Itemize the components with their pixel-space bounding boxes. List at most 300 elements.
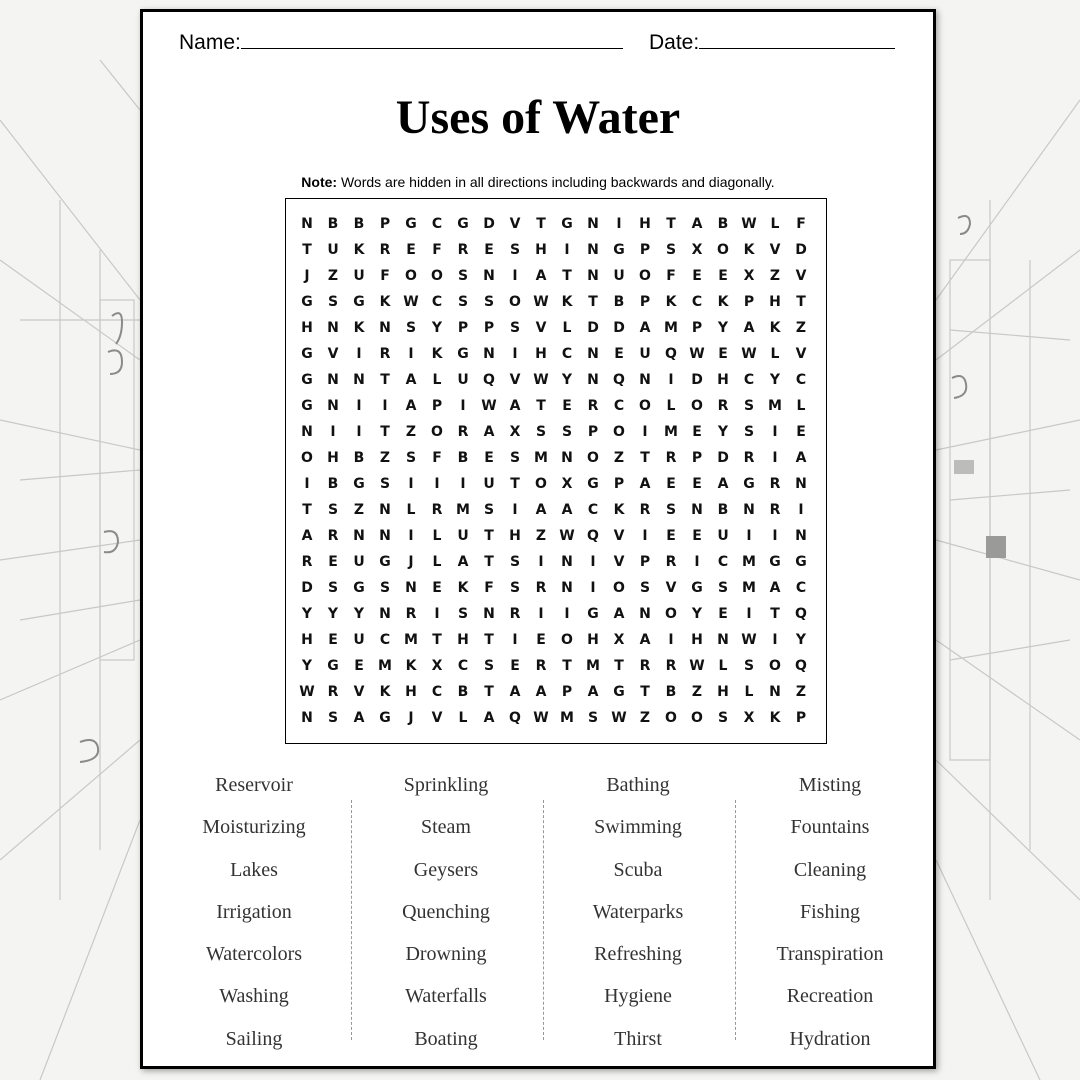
grid-cell[interactable]: B bbox=[327, 476, 339, 492]
grid-cell[interactable]: G bbox=[561, 216, 573, 232]
grid-cell[interactable]: C bbox=[795, 372, 807, 388]
grid-cell[interactable]: M bbox=[534, 450, 548, 466]
grid-cell[interactable]: L bbox=[562, 320, 572, 336]
grid-cell[interactable]: Z bbox=[769, 268, 781, 284]
grid-cell[interactable]: M bbox=[456, 502, 470, 518]
grid-cell[interactable]: R bbox=[379, 242, 391, 258]
grid-cell[interactable]: P bbox=[639, 554, 651, 570]
grid-cell[interactable]: R bbox=[457, 424, 469, 440]
grid-cell[interactable]: S bbox=[327, 502, 339, 518]
grid-cell[interactable]: H bbox=[405, 684, 417, 700]
grid-cell[interactable]: A bbox=[509, 398, 521, 414]
grid-cell[interactable]: S bbox=[587, 710, 599, 726]
grid-cell[interactable]: H bbox=[769, 294, 781, 310]
grid-cell[interactable]: A bbox=[405, 398, 417, 414]
grid-cell[interactable]: N bbox=[795, 528, 807, 544]
grid-cell[interactable]: I bbox=[772, 450, 778, 466]
grid-cell[interactable]: I bbox=[668, 632, 674, 648]
grid-cell[interactable]: C bbox=[743, 372, 755, 388]
grid-cell[interactable]: L bbox=[432, 372, 442, 388]
grid-cell[interactable]: K bbox=[353, 320, 365, 336]
grid-cell[interactable]: R bbox=[405, 606, 417, 622]
grid-cell[interactable]: N bbox=[561, 554, 573, 570]
grid-cell[interactable]: Z bbox=[353, 502, 365, 518]
grid-cell[interactable]: S bbox=[509, 580, 521, 596]
grid-cell[interactable]: S bbox=[379, 476, 391, 492]
grid-cell[interactable]: J bbox=[408, 710, 414, 726]
grid-cell[interactable]: S bbox=[561, 424, 573, 440]
grid-cell[interactable]: E bbox=[666, 528, 676, 544]
grid-cell[interactable]: N bbox=[769, 684, 781, 700]
grid-cell[interactable]: C bbox=[717, 554, 729, 570]
grid-cell[interactable]: G bbox=[353, 294, 365, 310]
grid-cell[interactable]: G bbox=[301, 294, 313, 310]
grid-cell[interactable]: H bbox=[301, 632, 313, 648]
grid-cell[interactable]: N bbox=[327, 320, 339, 336]
grid-cell[interactable]: D bbox=[613, 320, 625, 336]
grid-cell[interactable]: N bbox=[379, 320, 391, 336]
grid-cell[interactable]: H bbox=[509, 528, 521, 544]
grid-cell[interactable]: A bbox=[457, 554, 469, 570]
grid-cell[interactable]: T bbox=[562, 268, 572, 284]
grid-cell[interactable]: N bbox=[379, 502, 391, 518]
grid-cell[interactable]: I bbox=[408, 346, 414, 362]
grid-cell[interactable]: A bbox=[717, 476, 729, 492]
grid-cell[interactable]: A bbox=[405, 372, 417, 388]
grid-cell[interactable]: E bbox=[692, 268, 702, 284]
grid-cell[interactable]: I bbox=[330, 424, 336, 440]
grid-cell[interactable]: V bbox=[509, 372, 521, 388]
grid-cell[interactable]: E bbox=[484, 450, 494, 466]
grid-cell[interactable]: S bbox=[665, 502, 677, 518]
date-line[interactable] bbox=[699, 30, 895, 49]
grid-cell[interactable]: G bbox=[301, 372, 313, 388]
grid-cell[interactable]: I bbox=[590, 554, 596, 570]
grid-cell[interactable]: O bbox=[535, 476, 547, 492]
grid-cell[interactable]: M bbox=[664, 424, 678, 440]
grid-cell[interactable]: R bbox=[769, 502, 781, 518]
grid-cell[interactable]: S bbox=[509, 242, 521, 258]
grid-cell[interactable]: T bbox=[302, 242, 312, 258]
grid-cell[interactable]: H bbox=[691, 632, 703, 648]
grid-cell[interactable]: R bbox=[535, 580, 547, 596]
grid-cell[interactable]: V bbox=[769, 242, 781, 258]
grid-cell[interactable]: H bbox=[535, 346, 547, 362]
grid-cell[interactable]: E bbox=[718, 606, 728, 622]
grid-cell[interactable]: N bbox=[587, 242, 599, 258]
grid-cell[interactable]: E bbox=[692, 528, 702, 544]
grid-cell[interactable]: I bbox=[564, 606, 570, 622]
grid-cell[interactable]: W bbox=[481, 398, 497, 414]
grid-cell[interactable]: Z bbox=[613, 450, 625, 466]
grid-cell[interactable]: O bbox=[665, 710, 677, 726]
grid-cell[interactable]: Z bbox=[795, 320, 807, 336]
grid-cell[interactable]: I bbox=[642, 528, 648, 544]
grid-cell[interactable]: N bbox=[795, 476, 807, 492]
grid-cell[interactable]: Q bbox=[483, 372, 495, 388]
grid-cell[interactable]: A bbox=[509, 684, 521, 700]
grid-cell[interactable]: G bbox=[769, 554, 781, 570]
grid-cell[interactable]: K bbox=[353, 242, 365, 258]
grid-cell[interactable]: X bbox=[743, 268, 755, 284]
grid-cell[interactable]: H bbox=[301, 320, 313, 336]
grid-cell[interactable]: O bbox=[561, 632, 573, 648]
grid-cell[interactable]: A bbox=[483, 424, 495, 440]
grid-cell[interactable]: S bbox=[509, 450, 521, 466]
grid-cell[interactable]: N bbox=[301, 424, 313, 440]
name-field[interactable] bbox=[179, 30, 623, 55]
grid-cell[interactable]: H bbox=[457, 632, 469, 648]
grid-cell[interactable]: N bbox=[717, 632, 729, 648]
grid-cell[interactable]: N bbox=[301, 216, 313, 232]
grid-cell[interactable]: M bbox=[378, 658, 392, 674]
grid-cell[interactable]: U bbox=[457, 372, 469, 388]
grid-cell[interactable]: H bbox=[587, 632, 599, 648]
grid-cell[interactable]: K bbox=[769, 710, 781, 726]
grid-cell[interactable]: S bbox=[743, 658, 755, 674]
grid-cell[interactable]: R bbox=[639, 502, 651, 518]
grid-cell[interactable]: N bbox=[639, 606, 651, 622]
grid-cell[interactable]: W bbox=[741, 632, 757, 648]
grid-cell[interactable]: E bbox=[718, 346, 728, 362]
grid-cell[interactable]: I bbox=[772, 528, 778, 544]
grid-cell[interactable]: Q bbox=[665, 346, 677, 362]
grid-cell[interactable]: D bbox=[691, 372, 703, 388]
grid-cell[interactable]: I bbox=[772, 424, 778, 440]
grid-cell[interactable]: S bbox=[379, 580, 391, 596]
grid-cell[interactable]: R bbox=[379, 346, 391, 362]
grid-cell[interactable]: I bbox=[512, 632, 518, 648]
grid-cell[interactable]: O bbox=[639, 398, 651, 414]
grid-cell[interactable]: H bbox=[717, 684, 729, 700]
grid-cell[interactable]: U bbox=[353, 268, 365, 284]
grid-cell[interactable]: N bbox=[327, 398, 339, 414]
grid-cell[interactable]: O bbox=[717, 242, 729, 258]
grid-cell[interactable]: N bbox=[587, 346, 599, 362]
grid-cell[interactable]: D bbox=[717, 450, 729, 466]
grid-cell[interactable]: A bbox=[483, 710, 495, 726]
grid-cell[interactable]: H bbox=[717, 372, 729, 388]
grid-cell[interactable]: P bbox=[561, 684, 573, 700]
grid-cell[interactable]: N bbox=[587, 372, 599, 388]
grid-cell[interactable]: A bbox=[535, 684, 547, 700]
grid-cell[interactable]: V bbox=[613, 528, 625, 544]
grid-cell[interactable]: E bbox=[406, 242, 416, 258]
grid-cell[interactable]: R bbox=[717, 398, 729, 414]
grid-cell[interactable]: U bbox=[457, 528, 469, 544]
grid-cell[interactable]: N bbox=[301, 710, 313, 726]
grid-cell[interactable]: S bbox=[405, 450, 417, 466]
grid-cell[interactable]: S bbox=[639, 580, 651, 596]
grid-cell[interactable]: S bbox=[327, 580, 339, 596]
grid-cell[interactable]: O bbox=[613, 580, 625, 596]
grid-cell[interactable]: S bbox=[665, 242, 677, 258]
grid-cell[interactable]: T bbox=[536, 398, 546, 414]
grid-cell[interactable]: T bbox=[484, 554, 494, 570]
grid-cell[interactable]: Q bbox=[587, 528, 599, 544]
grid-cell[interactable]: N bbox=[561, 580, 573, 596]
grid-cell[interactable]: E bbox=[614, 346, 624, 362]
grid-cell[interactable]: V bbox=[353, 684, 365, 700]
grid-cell[interactable]: G bbox=[457, 216, 469, 232]
grid-cell[interactable]: P bbox=[379, 216, 391, 232]
grid-cell[interactable]: R bbox=[327, 684, 339, 700]
grid-cell[interactable]: S bbox=[717, 710, 729, 726]
grid-cell[interactable]: S bbox=[535, 424, 547, 440]
grid-cell[interactable]: I bbox=[668, 372, 674, 388]
grid-cell[interactable]: X bbox=[743, 710, 755, 726]
grid-cell[interactable]: Z bbox=[327, 268, 339, 284]
grid-cell[interactable]: T bbox=[666, 216, 676, 232]
grid-cell[interactable]: C bbox=[431, 216, 443, 232]
grid-cell[interactable]: C bbox=[613, 398, 625, 414]
grid-cell[interactable]: A bbox=[535, 502, 547, 518]
grid-cell[interactable]: S bbox=[483, 294, 495, 310]
grid-cell[interactable]: A bbox=[535, 268, 547, 284]
grid-cell[interactable]: G bbox=[327, 658, 339, 674]
grid-cell[interactable]: N bbox=[691, 502, 703, 518]
grid-cell[interactable]: E bbox=[666, 476, 676, 492]
grid-cell[interactable]: G bbox=[353, 476, 365, 492]
grid-cell[interactable]: S bbox=[743, 398, 755, 414]
grid-cell[interactable]: W bbox=[533, 710, 549, 726]
grid-cell[interactable]: X bbox=[613, 632, 625, 648]
grid-cell[interactable]: U bbox=[613, 268, 625, 284]
grid-cell[interactable]: L bbox=[432, 554, 442, 570]
grid-cell[interactable]: P bbox=[431, 398, 443, 414]
grid-cell[interactable]: N bbox=[587, 216, 599, 232]
grid-cell[interactable]: A bbox=[301, 528, 313, 544]
grid-cell[interactable]: X bbox=[509, 424, 521, 440]
grid-cell[interactable]: L bbox=[744, 684, 754, 700]
grid-cell[interactable]: G bbox=[613, 242, 625, 258]
grid-cell[interactable]: P bbox=[795, 710, 807, 726]
grid-cell[interactable]: B bbox=[665, 684, 677, 700]
grid-cell[interactable]: L bbox=[432, 528, 442, 544]
grid-cell[interactable]: T bbox=[484, 528, 494, 544]
grid-cell[interactable]: C bbox=[587, 502, 599, 518]
grid-cell[interactable]: I bbox=[746, 528, 752, 544]
grid-cell[interactable]: V bbox=[795, 268, 807, 284]
grid-cell[interactable]: S bbox=[717, 580, 729, 596]
grid-cell[interactable]: I bbox=[564, 242, 570, 258]
grid-cell[interactable]: I bbox=[460, 398, 466, 414]
grid-cell[interactable]: K bbox=[717, 294, 729, 310]
grid-cell[interactable]: S bbox=[405, 320, 417, 336]
grid-cell[interactable]: T bbox=[614, 658, 624, 674]
grid-cell[interactable]: I bbox=[408, 528, 414, 544]
grid-cell[interactable]: D bbox=[483, 216, 495, 232]
grid-cell[interactable]: Y bbox=[691, 606, 703, 622]
grid-cell[interactable]: A bbox=[795, 450, 807, 466]
grid-cell[interactable]: C bbox=[561, 346, 573, 362]
grid-cell[interactable]: S bbox=[457, 268, 469, 284]
grid-cell[interactable]: I bbox=[512, 502, 518, 518]
grid-cell[interactable]: R bbox=[535, 658, 547, 674]
grid-cell[interactable]: R bbox=[327, 528, 339, 544]
grid-cell[interactable]: P bbox=[691, 450, 703, 466]
grid-cell[interactable]: Y bbox=[795, 632, 807, 648]
grid-cell[interactable]: K bbox=[561, 294, 573, 310]
grid-cell[interactable]: P bbox=[743, 294, 755, 310]
grid-cell[interactable]: I bbox=[512, 268, 518, 284]
grid-cell[interactable]: R bbox=[301, 554, 313, 570]
grid-cell[interactable]: F bbox=[484, 580, 494, 596]
grid-cell[interactable]: G bbox=[405, 216, 417, 232]
grid-cell[interactable]: R bbox=[431, 502, 443, 518]
grid-cell[interactable]: Y bbox=[327, 606, 339, 622]
grid-cell[interactable]: O bbox=[665, 606, 677, 622]
grid-cell[interactable]: S bbox=[457, 606, 469, 622]
grid-cell[interactable]: T bbox=[562, 658, 572, 674]
grid-cell[interactable]: N bbox=[405, 580, 417, 596]
grid-cell[interactable]: P bbox=[691, 320, 703, 336]
grid-cell[interactable]: M bbox=[560, 710, 574, 726]
grid-cell[interactable]: S bbox=[743, 424, 755, 440]
grid-cell[interactable]: M bbox=[768, 398, 782, 414]
grid-cell[interactable]: N bbox=[353, 528, 365, 544]
grid-cell[interactable]: T bbox=[536, 216, 546, 232]
grid-cell[interactable]: I bbox=[434, 606, 440, 622]
grid-cell[interactable]: N bbox=[483, 606, 495, 622]
grid-cell[interactable]: C bbox=[431, 294, 443, 310]
grid-cell[interactable]: S bbox=[509, 320, 521, 336]
grid-cell[interactable]: C bbox=[431, 684, 443, 700]
grid-cell[interactable]: N bbox=[587, 268, 599, 284]
grid-cell[interactable]: L bbox=[458, 710, 468, 726]
grid-cell[interactable]: D bbox=[587, 320, 599, 336]
grid-cell[interactable]: T bbox=[484, 632, 494, 648]
grid-cell[interactable]: E bbox=[692, 476, 702, 492]
grid-cell[interactable]: R bbox=[665, 450, 677, 466]
grid-cell[interactable]: I bbox=[460, 476, 466, 492]
grid-cell[interactable]: N bbox=[379, 528, 391, 544]
grid-cell[interactable]: A bbox=[561, 502, 573, 518]
grid-cell[interactable]: S bbox=[509, 554, 521, 570]
grid-cell[interactable]: S bbox=[483, 658, 495, 674]
grid-cell[interactable]: Z bbox=[379, 450, 391, 466]
grid-cell[interactable]: M bbox=[742, 580, 756, 596]
grid-cell[interactable]: O bbox=[509, 294, 521, 310]
grid-cell[interactable]: S bbox=[457, 294, 469, 310]
grid-cell[interactable]: W bbox=[689, 658, 705, 674]
grid-cell[interactable]: B bbox=[353, 450, 365, 466]
grid-cell[interactable]: L bbox=[406, 502, 416, 518]
grid-cell[interactable]: K bbox=[431, 346, 443, 362]
grid-cell[interactable]: M bbox=[664, 320, 678, 336]
grid-cell[interactable]: P bbox=[639, 294, 651, 310]
grid-cell[interactable]: N bbox=[743, 502, 755, 518]
grid-cell[interactable]: E bbox=[796, 424, 806, 440]
grid-cell[interactable]: B bbox=[717, 502, 729, 518]
grid-cell[interactable]: V bbox=[613, 554, 625, 570]
grid-cell[interactable]: T bbox=[770, 606, 780, 622]
grid-cell[interactable]: Q bbox=[613, 372, 625, 388]
grid-cell[interactable]: F bbox=[796, 216, 806, 232]
grid-cell[interactable]: G bbox=[613, 684, 625, 700]
grid-cell[interactable]: Z bbox=[795, 684, 807, 700]
grid-cell[interactable]: O bbox=[431, 268, 443, 284]
grid-cell[interactable]: O bbox=[639, 268, 651, 284]
grid-cell[interactable]: U bbox=[717, 528, 729, 544]
grid-cell[interactable]: B bbox=[327, 216, 339, 232]
grid-cell[interactable]: L bbox=[718, 658, 728, 674]
grid-cell[interactable]: K bbox=[665, 294, 677, 310]
grid-cell[interactable]: W bbox=[741, 346, 757, 362]
grid-cell[interactable]: T bbox=[640, 684, 650, 700]
grid-cell[interactable]: T bbox=[484, 684, 494, 700]
grid-cell[interactable]: E bbox=[562, 398, 572, 414]
grid-cell[interactable]: Q bbox=[795, 658, 807, 674]
grid-cell[interactable]: N bbox=[483, 268, 495, 284]
grid-cell[interactable]: G bbox=[587, 606, 599, 622]
grid-cell[interactable]: R bbox=[769, 476, 781, 492]
grid-cell[interactable]: I bbox=[512, 346, 518, 362]
grid-cell[interactable]: R bbox=[639, 658, 651, 674]
grid-cell[interactable]: Z bbox=[639, 710, 651, 726]
grid-cell[interactable]: N bbox=[483, 346, 495, 362]
grid-cell[interactable]: G bbox=[379, 554, 391, 570]
grid-cell[interactable]: G bbox=[691, 580, 703, 596]
grid-cell[interactable]: F bbox=[380, 268, 390, 284]
grid-cell[interactable]: V bbox=[665, 580, 677, 596]
grid-cell[interactable]: T bbox=[302, 502, 312, 518]
grid-cell[interactable]: I bbox=[798, 502, 804, 518]
grid-cell[interactable]: X bbox=[691, 242, 703, 258]
grid-cell[interactable]: O bbox=[301, 450, 313, 466]
grid-cell[interactable]: T bbox=[640, 450, 650, 466]
grid-cell[interactable]: B bbox=[457, 450, 469, 466]
grid-cell[interactable]: X bbox=[431, 658, 443, 674]
grid-cell[interactable]: K bbox=[769, 320, 781, 336]
grid-cell[interactable]: S bbox=[327, 294, 339, 310]
grid-cell[interactable]: G bbox=[353, 580, 365, 596]
grid-cell[interactable]: A bbox=[769, 580, 781, 596]
grid-cell[interactable]: Q bbox=[795, 606, 807, 622]
grid-cell[interactable]: A bbox=[353, 710, 365, 726]
grid-cell[interactable]: O bbox=[405, 268, 417, 284]
grid-cell[interactable]: R bbox=[665, 658, 677, 674]
grid-cell[interactable]: L bbox=[770, 216, 780, 232]
grid-cell[interactable]: T bbox=[380, 372, 390, 388]
grid-cell[interactable]: I bbox=[434, 476, 440, 492]
grid-cell[interactable]: V bbox=[431, 710, 443, 726]
grid-cell[interactable]: U bbox=[639, 346, 651, 362]
grid-cell[interactable]: Y bbox=[561, 372, 573, 388]
grid-cell[interactable]: W bbox=[403, 294, 419, 310]
grid-cell[interactable]: I bbox=[356, 398, 362, 414]
grid-cell[interactable]: I bbox=[642, 424, 648, 440]
grid-cell[interactable]: I bbox=[538, 606, 544, 622]
grid-cell[interactable]: R bbox=[665, 554, 677, 570]
grid-cell[interactable]: G bbox=[795, 554, 807, 570]
grid-cell[interactable]: C bbox=[379, 632, 391, 648]
grid-cell[interactable]: K bbox=[379, 294, 391, 310]
grid-cell[interactable]: N bbox=[379, 606, 391, 622]
grid-cell[interactable]: E bbox=[510, 658, 520, 674]
grid-cell[interactable]: B bbox=[457, 684, 469, 700]
grid-cell[interactable]: E bbox=[692, 424, 702, 440]
grid-cell[interactable]: T bbox=[796, 294, 806, 310]
grid-cell[interactable]: F bbox=[432, 242, 442, 258]
grid-cell[interactable]: K bbox=[613, 502, 625, 518]
grid-cell[interactable]: K bbox=[405, 658, 417, 674]
grid-cell[interactable]: V bbox=[535, 320, 547, 336]
grid-cell[interactable]: V bbox=[509, 216, 521, 232]
grid-cell[interactable]: V bbox=[327, 346, 339, 362]
grid-cell[interactable]: E bbox=[354, 658, 364, 674]
grid-cell[interactable]: S bbox=[327, 710, 339, 726]
